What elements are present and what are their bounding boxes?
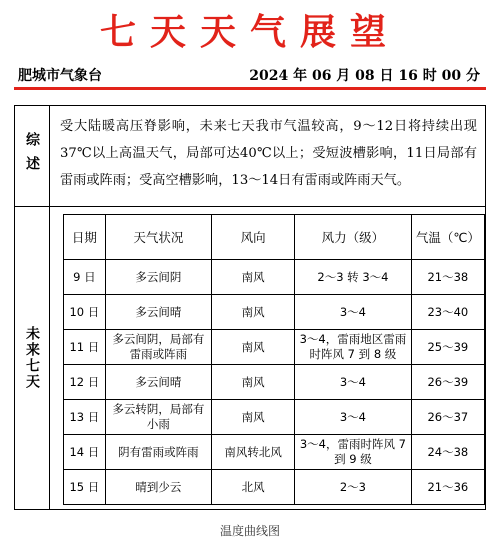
issuing-agency: 肥城市气象台: [18, 68, 102, 84]
summary-section: [14, 105, 486, 207]
cell-date: 10 日: [64, 295, 106, 330]
cell-wind-direction: 南风: [212, 400, 295, 435]
forecast-label-cell: [15, 207, 50, 509]
cell-wind-direction: 南风: [212, 330, 295, 365]
cell-wind-direction: 南风: [212, 260, 295, 295]
cell-wind-direction: 南风: [212, 295, 295, 330]
cell-weather: 多云转阴，局部有小雨: [105, 400, 211, 435]
table-row: [64, 400, 485, 435]
cell-date: 14 日: [64, 435, 106, 470]
summary-label: 综述: [15, 106, 50, 206]
cell-date: 11 日: [64, 330, 106, 365]
cell-wind-force: 3～4: [295, 365, 412, 400]
cell-wind-force: 3～4: [295, 295, 412, 330]
table-header-row: [64, 215, 485, 260]
cell-temperature: 26～37: [411, 400, 484, 435]
cell-weather: 多云间阴，局部有雷雨或阵雨: [105, 330, 211, 365]
summary-text: 受大陆暖高压脊影响，未来七天我市气温较高，9～12日将持续出现37℃以上高温天气，局部可达40℃以上；受短波槽影响，11日局部有雷雨或阵雨；受高空槽影响，13～14日有雷雨或阵雨天气。: [60, 119, 477, 188]
header-wind-force: 风力（级）: [295, 215, 412, 260]
cell-wind-force: 3～4: [295, 400, 412, 435]
cell-weather: 晴到少云: [105, 470, 211, 505]
footer-caption: 温度曲线图: [219, 524, 280, 538]
cell-temperature: 24～38: [411, 435, 484, 470]
header-wind-direction: 风向: [212, 215, 295, 260]
forecast-label: 未来七天: [24, 326, 40, 390]
cell-wind-direction: 南风转北风: [212, 435, 295, 470]
cell-temperature: 25～39: [411, 330, 484, 365]
cell-weather: 多云间晴: [105, 365, 211, 400]
cell-date: 15 日: [64, 470, 106, 505]
forecast-section: [14, 206, 486, 510]
table-row: [64, 330, 485, 365]
header-divider: [14, 87, 486, 90]
cell-weather: 多云间晴: [105, 295, 211, 330]
cell-wind-force: 3～4，雷雨地区雷雨时阵风 7 到 8 级: [295, 330, 412, 365]
cell-temperature: 21～36: [411, 470, 484, 505]
cell-wind-direction: 北风: [212, 470, 295, 505]
table-row: [64, 260, 485, 295]
header-temperature: 气温（℃）: [411, 215, 484, 260]
page-title: 七天天气展望: [99, 11, 400, 53]
cell-date: 13 日: [64, 400, 106, 435]
cell-date: 12 日: [64, 365, 106, 400]
cell-weather: 多云间阴: [105, 260, 211, 295]
table-row: [64, 295, 485, 330]
cell-wind-direction: 南风: [212, 365, 295, 400]
forecast-table-wrap: [50, 207, 485, 509]
header-weather: 天气状况: [105, 215, 211, 260]
cell-wind-force: 2～3: [295, 470, 412, 505]
cell-temperature: 23～40: [411, 295, 484, 330]
cell-temperature: 21～38: [411, 260, 484, 295]
cell-temperature: 26～39: [411, 365, 484, 400]
cell-wind-force: 3～4，雷雨时阵风 7 到 9 级: [295, 435, 412, 470]
forecast-table: [63, 214, 485, 505]
cell-weather: 阴有雷雨或阵雨: [105, 435, 211, 470]
cell-date: 9 日: [64, 260, 106, 295]
issue-datetime: 2024 年 06 月 08 日 16 时 00 分: [249, 68, 480, 84]
header-date: 日期: [64, 215, 106, 260]
table-row: [64, 435, 485, 470]
table-row: [64, 470, 485, 505]
table-row: [64, 365, 485, 400]
cell-wind-force: 2～3 转 3～4: [295, 260, 412, 295]
